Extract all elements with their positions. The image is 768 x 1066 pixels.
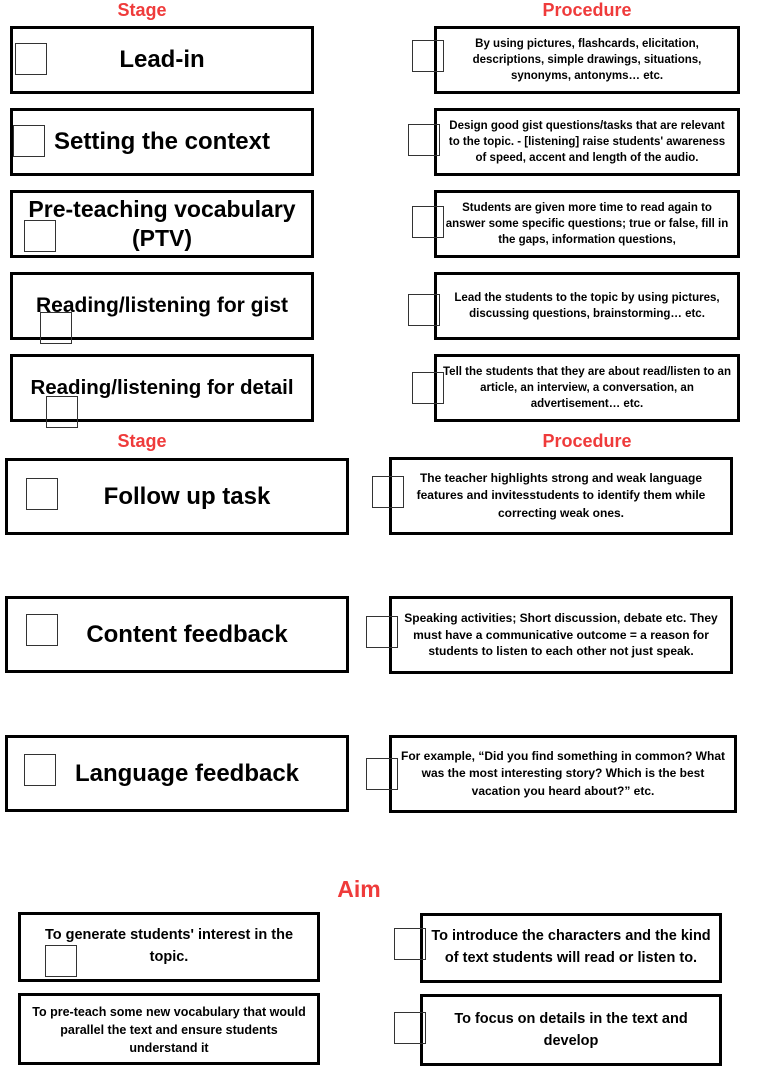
procedure-checkbox[interactable] [408,124,440,156]
stage-checkbox[interactable] [24,754,56,786]
procedure-box [434,272,740,340]
stage-label: Follow up task [103,482,271,510]
procedure-box [434,354,740,422]
stage-label: Content feedback [86,620,288,648]
aim-box [420,913,722,983]
procedure-text: Design good gist questions/tasks that are relevant to the topic. - [listening] raise students' awareness of speed, accent and length of the audio. [448,119,726,165]
procedure-checkbox[interactable] [408,294,440,326]
stage-checkbox[interactable] [24,220,56,252]
stage-box-lead-in [10,26,314,94]
stage-label: Pre-teaching vocabulary (PTV) [28,196,296,251]
stage-checkbox[interactable] [40,312,72,344]
aim-text: To pre-teach some new vocabulary that would parallel the text and ensure students understand it [32,1005,306,1056]
aim-checkbox[interactable] [394,1012,426,1044]
procedure-box [434,190,740,258]
aim-box [18,993,320,1065]
procedure-text: Students are given more time to read again to answer some specific questions; true or false, fill in the gaps, information questions, [445,201,729,247]
procedure-header-2: Procedure [542,431,632,451]
procedure-text: By using pictures, flashcards, elicitation, descriptions, simple drawings, situations, synonyms, antonyms… etc. [472,37,702,83]
stage-box-setting-context [10,108,314,176]
procedure-text: Lead the students to the topic by using pictures, discussing questions, brainstorming… etc. [454,291,720,320]
procedure-box [389,457,733,535]
procedure-box [434,26,740,94]
aim-text: To focus on details in the text and develop [454,1011,688,1049]
stage-checkbox[interactable] [13,125,45,157]
stage-label: Lead-in [119,46,205,73]
procedure-checkbox[interactable] [366,758,398,790]
procedure-text: Tell the students that they are about read/listen to an article, an interview, a conversation, an advertisement… etc. [443,365,731,411]
stage-checkbox[interactable] [26,478,58,510]
procedure-checkbox[interactable] [366,616,398,648]
procedure-box [434,108,740,176]
stage-checkbox[interactable] [15,43,47,75]
stage-header: Stage [117,0,167,20]
stage-box-language-feedback [5,735,349,812]
procedure-checkbox[interactable] [412,372,444,404]
procedure-text: Speaking activities; Short discussion, debate etc. They must have a communicative outcome = a reason for students to listen to each other not just speak. [404,610,718,659]
procedure-text: The teacher highlights strong and weak language features and invitesstudents to identify them while correcting weak ones. [416,471,706,520]
procedure-header: Procedure [542,0,632,20]
procedure-text: For example, “Did you find something in common? What was the most interesting story? Which is the best vacation you heard about?” etc. [400,749,725,798]
procedure-checkbox[interactable] [372,476,404,508]
aim-header: Aim [337,876,381,902]
aim-checkbox[interactable] [394,928,426,960]
stage-checkbox[interactable] [26,614,58,646]
stage-label: Setting the context [53,128,270,155]
procedure-box [389,735,737,813]
aim-box [420,994,722,1066]
stage-label: Reading/listening for gist [35,294,288,317]
procedure-checkbox[interactable] [412,40,444,72]
procedure-checkbox[interactable] [412,206,444,238]
aim-checkbox[interactable] [45,945,77,977]
aim-text: To generate students' interest in the topic. [44,927,294,965]
procedure-box [389,596,733,674]
stage-header-2: Stage [117,431,167,451]
aim-text: To introduce the characters and the kind of text students will read or listen to. [431,928,711,966]
stage-label: Reading/listening for detail [30,376,294,399]
stage-checkbox[interactable] [46,396,78,428]
stage-label: Language feedback [74,759,300,787]
